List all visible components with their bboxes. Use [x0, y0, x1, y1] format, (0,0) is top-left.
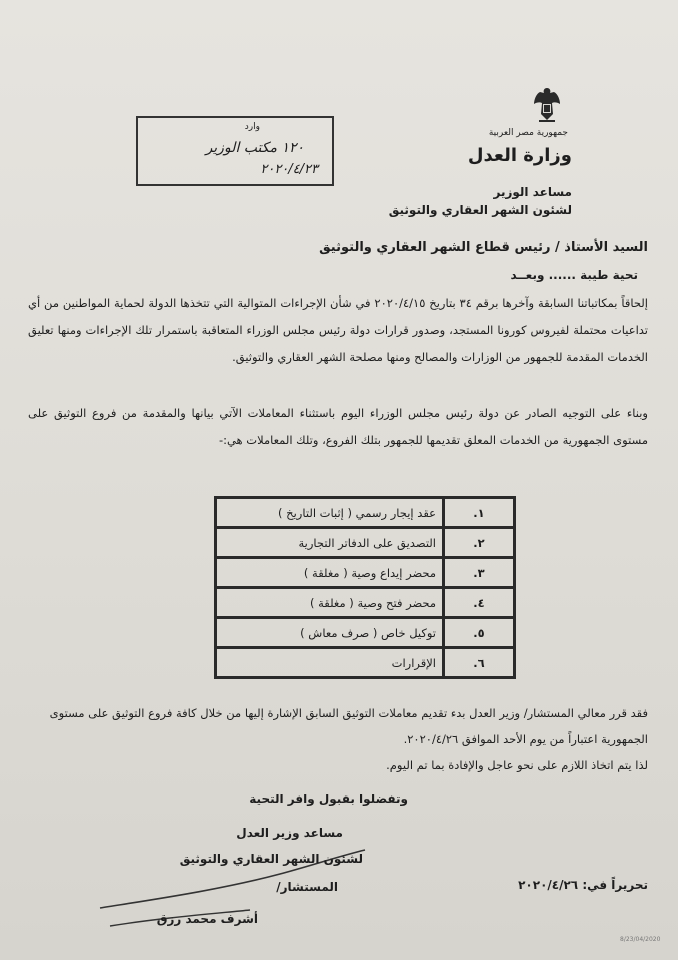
- signature-title-2: لشئون الشهر العقاري والتوثيق: [179, 852, 363, 866]
- row-number: ٦.: [444, 648, 515, 678]
- corner-note: 8/23/04/2020: [620, 936, 661, 943]
- row-text: توكيل خاص ( صرف معاش ): [216, 618, 444, 648]
- header-country: جمهورية مصر العربية: [488, 128, 568, 138]
- row-number: ٤.: [444, 588, 515, 618]
- row-number: ١.: [444, 498, 515, 528]
- row-number: ٥.: [444, 618, 515, 648]
- date-line: تحريراً في: ٢٠٢٠/٤/٢٦: [518, 878, 648, 892]
- stamp-number: ١٢٠ مكتب الوزير: [205, 140, 304, 156]
- header-assistant-title: مساعد الوزير: [493, 185, 572, 199]
- signature-rank: المستشار/: [276, 880, 338, 894]
- header-ministry: وزارة العدل: [467, 145, 572, 166]
- table-row: [216, 498, 515, 528]
- paragraph-3: [28, 700, 648, 778]
- signature-title-1: مساعد وزير العدل: [236, 826, 343, 840]
- paragraph-1: إلحاقاً بمكاتباتنا السابقة وآخرها برقم ٣٤ بتاريخ ٢٠٢٠/٤/١٥ في شأن الإجراءات المتوالية التي تتخذها الدولة لحماية المواطنين من أي تداعيات محتملة لفيروس كورونا المستجد، وصدور قرارات دولة رئيس مجلس الوزراء المتعاقبة باستمرار تلك الإجراءات ومنها تعليق الخدمات المقدمة للجمهور من الوزارات والمصالح ومنها مصلحة الشهر العقاري والتوثيق.: [28, 296, 648, 364]
- transactions-table: [214, 496, 516, 679]
- row-text: عقد إيجار رسمي ( إثبات التاريخ ): [216, 498, 444, 528]
- paragraph-2: وبناء على التوجيه الصادر عن دولة رئيس مجلس الوزراء اليوم باستثناء المعاملات الآتي بيانها والمقدمة من فروع التوثيق على مستوى الجمهورية من الخدمات المعلق تقديمها للجمهور بتلك الفروع، وتلك المعاملات هي:-: [28, 406, 648, 447]
- incoming-stamp: [136, 116, 334, 186]
- addressee: السيد الأستاذ / رئيس قطاع الشهر العقاري والتوثيق: [319, 240, 648, 255]
- table-row: [216, 588, 515, 618]
- row-text: محضر فتح وصية ( مغلقة ): [216, 588, 444, 618]
- table-row: [216, 618, 515, 648]
- row-text: الإقرارات: [216, 648, 444, 678]
- greeting: تحية طيبة ...... وبعــد: [510, 268, 638, 282]
- row-number: ٢.: [444, 528, 515, 558]
- stamp-date: ٢٠٢٠/٤/٢٣: [260, 162, 318, 177]
- table-row: [216, 558, 515, 588]
- eagle-emblem-icon: [528, 84, 566, 124]
- table-row: [216, 528, 515, 558]
- paragraph-3-instruction: لذا يتم اتخاذ اللازم على نحو عاجل والإفادة بما تم اليوم.: [386, 758, 648, 772]
- paragraph-3-decision: فقد قرر معالي المستشار/ وزير العدل بدء تقديم معاملات التوثيق السابق الإشارة إليها من خلال كافة فروع التوثيق على مستوى الجمهورية اعتباراً من يوم الأحد الموافق ٢٠٢٠/٤/٢٦.: [49, 706, 648, 746]
- signature-name: أشرف محمد رزق: [156, 912, 258, 926]
- row-text: التصديق على الدفاتر التجارية: [216, 528, 444, 558]
- row-number: ٣.: [444, 558, 515, 588]
- stamp-label: وارد: [244, 122, 260, 132]
- header-sector: لشئون الشهر العقاري والتوثيق: [388, 203, 572, 217]
- table-row: [216, 648, 515, 678]
- closing: وتفضلوا بقبول وافر التحية: [249, 792, 408, 806]
- row-text: محضر إيداع وصية ( مغلقة ): [216, 558, 444, 588]
